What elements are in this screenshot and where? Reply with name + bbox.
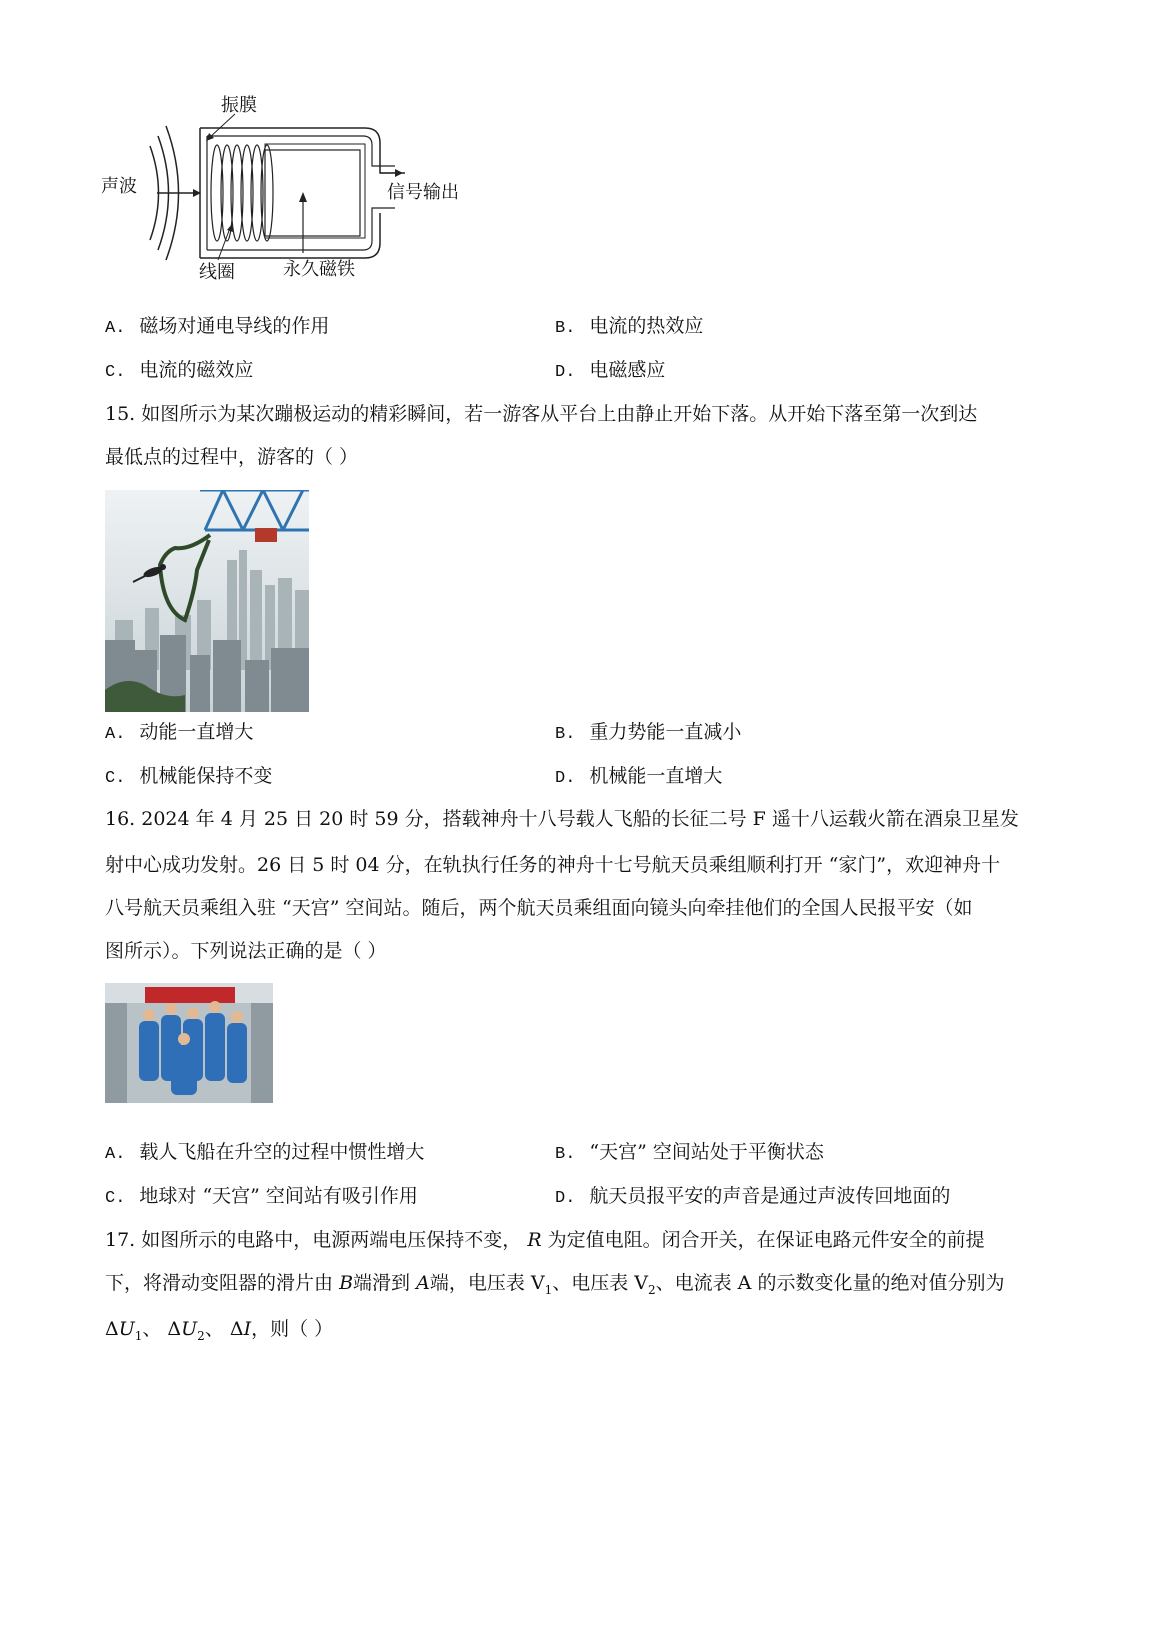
q17-text: 下，将滑动变阻器的滑片由 <box>105 1272 334 1294</box>
q17-text: 、电流表 A 的示数变化量的绝对值分别为 <box>655 1272 1005 1294</box>
option-letter: D. <box>555 769 576 788</box>
q16-option-c[interactable] <box>105 1183 418 1212</box>
permanent-magnet-label: 永久磁铁 <box>283 259 355 280</box>
option-text: 动能一直增大 <box>139 721 254 743</box>
option-text: 机械能保持不变 <box>139 765 273 787</box>
option-letter: A. <box>105 725 126 744</box>
option-text: “天宫” 空间站处于平衡状态 <box>589 1141 824 1163</box>
option-letter: C. <box>105 363 126 382</box>
subscript: 2 <box>197 1328 205 1343</box>
option-letter: C. <box>105 769 126 788</box>
variable-u: U <box>118 1318 135 1340</box>
q17-text: 为定值电阻。闭合开关，在保证电路元件安全的前提 <box>547 1229 985 1251</box>
option-text: 载人飞船在升空的过程中惯性增大 <box>139 1141 425 1163</box>
subscript: 1 <box>544 1282 553 1297</box>
q17-text: 17. 如图所示的电路中，电源两端电压保持不变， <box>105 1229 522 1251</box>
astronauts-illustration <box>105 983 273 1103</box>
option-letter: B. <box>555 1145 576 1164</box>
q17-text: 、 Δ <box>204 1318 244 1340</box>
membrane-label: 振膜 <box>221 95 257 116</box>
bungee-jump-photo <box>105 490 309 712</box>
option-text: 磁场对通电导线的作用 <box>139 315 330 337</box>
q16-stem-line-3: 八号航天员乘组入驻 “天宫” 空间站。随后，两个航天员乘组面向镜头向牵挂他们的全国人民报平安（如 <box>105 897 973 919</box>
q14-option-a[interactable] <box>105 313 329 342</box>
q17-stem-line-2 <box>105 1270 1004 1303</box>
variable-b: B <box>339 1272 354 1294</box>
option-text: 电磁感应 <box>589 359 666 381</box>
bungee-jump-illustration <box>105 490 309 712</box>
q15-stem-line-2: 最低点的过程中，游客的（ ） <box>105 446 359 468</box>
option-letter: A. <box>105 319 126 338</box>
option-letter: D. <box>555 363 576 382</box>
option-text: 航天员报平安的声音是通过声波传回地面的 <box>589 1185 951 1207</box>
q14-option-c[interactable] <box>105 357 253 386</box>
q17-text: 端滑到 <box>353 1272 411 1294</box>
q15-option-d[interactable] <box>555 763 722 792</box>
option-text: 电流的磁效应 <box>139 359 254 381</box>
option-letter: C. <box>105 1189 126 1208</box>
variable-a: A <box>416 1272 430 1294</box>
option-text: 电流的热效应 <box>589 315 704 337</box>
q15-option-b[interactable] <box>555 719 741 748</box>
sound-wave-label: 声波 <box>101 176 137 197</box>
microphone-diagram <box>95 88 495 288</box>
option-letter: B. <box>555 725 576 744</box>
q17-text: 、 Δ <box>142 1318 182 1340</box>
q17-text: ，则（ ） <box>251 1318 334 1340</box>
q16-option-a[interactable] <box>105 1139 424 1168</box>
q17-stem-line-1 <box>105 1227 985 1253</box>
q16-stem-line-4: 图所示）。下列说法正确的是（ ） <box>105 940 387 962</box>
option-text: 地球对 “天宫” 空间站有吸引作用 <box>139 1185 418 1207</box>
q17-stem-line-3 <box>105 1316 333 1349</box>
option-letter: D. <box>555 1189 576 1208</box>
option-text: 重力势能一直减小 <box>589 721 742 743</box>
delta-symbol: Δ <box>105 1318 119 1340</box>
subscript: 1 <box>134 1328 143 1343</box>
q17-text: 、电压表 V <box>552 1272 648 1294</box>
q17-text: 端，电压表 V <box>429 1272 545 1294</box>
variable-u: U <box>181 1318 198 1340</box>
q16-stem-line-2: 射中心成功发射。26 日 5 时 04 分，在轨执行任务的神舟十七号航天员乘组顺利打开 “家门”，欢迎神舟十 <box>105 854 1001 876</box>
q16-stem-line-1: 16. 2024 年 4 月 25 日 20 时 59 分，搭载神舟十八号载人飞船的长征二号 F 遥十八运载火箭在酒泉卫星发 <box>105 808 1019 830</box>
signal-output-label: 信号输出 <box>387 182 459 203</box>
q16-option-d[interactable] <box>555 1183 950 1212</box>
option-letter: B. <box>555 319 576 338</box>
coil-label: 线圈 <box>199 262 235 283</box>
q15-option-a[interactable] <box>105 719 253 748</box>
option-text: 机械能一直增大 <box>589 765 723 787</box>
variable-r: R <box>527 1229 542 1251</box>
q15-option-c[interactable] <box>105 763 272 792</box>
option-letter: A. <box>105 1145 126 1164</box>
variable-i: I <box>243 1318 252 1340</box>
q14-option-b[interactable] <box>555 313 703 342</box>
q16-option-b[interactable] <box>555 1139 824 1168</box>
astronauts-photo <box>105 983 273 1103</box>
subscript: 2 <box>648 1282 656 1297</box>
q15-stem-line-1: 15. 如图所示为某次蹦极运动的精彩瞬间，若一游客从平台上由静止开始下落。从开始下落至第一次到达 <box>105 403 978 425</box>
q14-option-d[interactable] <box>555 357 665 386</box>
